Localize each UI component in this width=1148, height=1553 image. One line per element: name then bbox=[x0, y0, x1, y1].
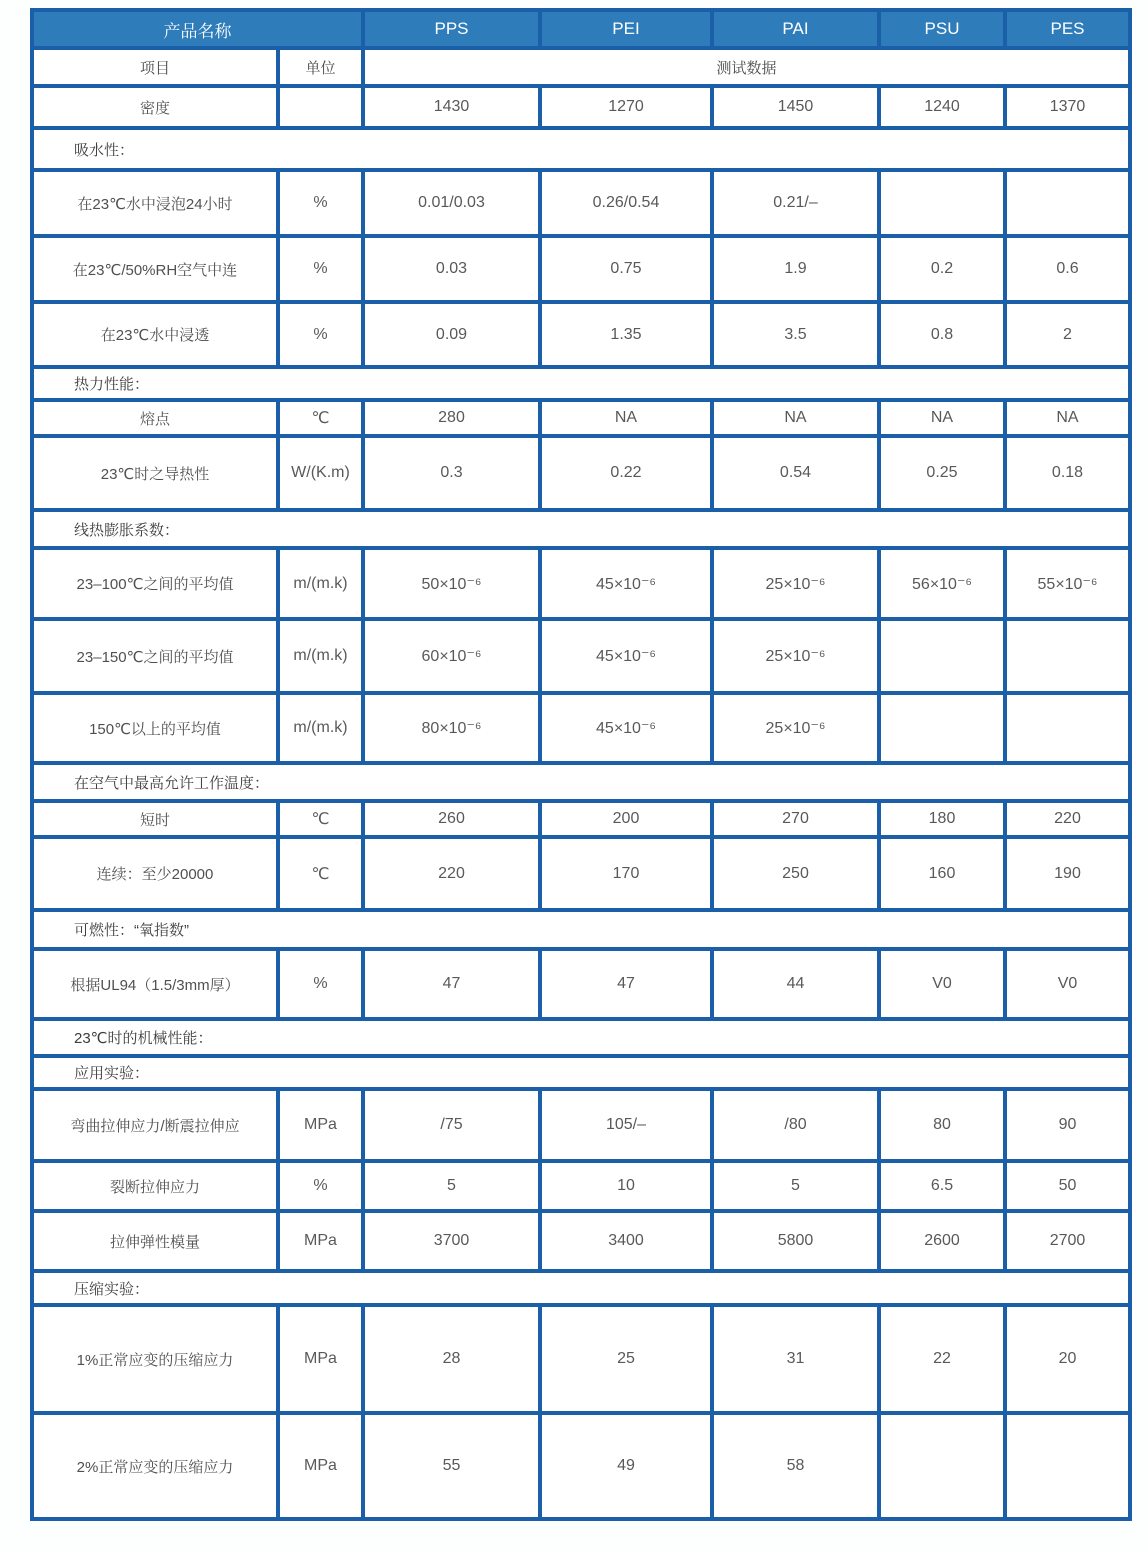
row-unit: m/(m.k) bbox=[278, 693, 363, 763]
cell-value: V0 bbox=[1005, 949, 1130, 1019]
section-label: 应用实验： bbox=[32, 1056, 1130, 1089]
cell-value bbox=[879, 170, 1005, 236]
cell-value bbox=[1005, 1413, 1130, 1519]
section-row bbox=[32, 367, 1130, 400]
row-label: 连续：至少20000 bbox=[32, 837, 278, 910]
row-unit: m/(m.k) bbox=[278, 548, 363, 619]
cell-value: 0.01/0.03 bbox=[363, 170, 540, 236]
cell-value: 0.03 bbox=[363, 236, 540, 302]
table-row bbox=[32, 436, 1130, 510]
cell-value: 1.35 bbox=[540, 302, 712, 367]
test-data-header: 测试数据 bbox=[363, 48, 1130, 86]
row-unit: MPa bbox=[278, 1089, 363, 1161]
section-row bbox=[32, 128, 1130, 170]
cell-value: 1430 bbox=[363, 86, 540, 128]
table-row bbox=[32, 400, 1130, 436]
row-label: 在23℃水中浸透 bbox=[32, 302, 278, 367]
table-row bbox=[32, 1413, 1130, 1519]
row-unit: MPa bbox=[278, 1413, 363, 1519]
cell-value: 22 bbox=[879, 1305, 1005, 1413]
cell-value: V0 bbox=[879, 949, 1005, 1019]
section-label: 热力性能： bbox=[32, 367, 1130, 400]
table-row bbox=[32, 1305, 1130, 1413]
cell-value: 3400 bbox=[540, 1211, 712, 1271]
table-row bbox=[32, 170, 1130, 236]
cell-value: 25×10⁻⁶ bbox=[712, 548, 879, 619]
cell-value: 28 bbox=[363, 1305, 540, 1413]
item-header: 项目 bbox=[32, 48, 278, 86]
row-unit: ℃ bbox=[278, 400, 363, 436]
cell-value: 0.3 bbox=[363, 436, 540, 510]
cell-value: 0.21/– bbox=[712, 170, 879, 236]
cell-value: 280 bbox=[363, 400, 540, 436]
section-row bbox=[32, 510, 1130, 548]
cell-value: 80 bbox=[879, 1089, 1005, 1161]
cell-value: 25×10⁻⁶ bbox=[712, 693, 879, 763]
row-label: 密度 bbox=[32, 86, 278, 128]
cell-value: 47 bbox=[540, 949, 712, 1019]
section-label: 可燃性：“氧指数” bbox=[32, 910, 1130, 949]
table-row bbox=[32, 1161, 1130, 1211]
cell-value: 0.75 bbox=[540, 236, 712, 302]
cell-value: 200 bbox=[540, 801, 712, 837]
section-label: 在空气中最高允许工作温度： bbox=[32, 763, 1130, 801]
cell-value: 55 bbox=[363, 1413, 540, 1519]
cell-value: 180 bbox=[879, 801, 1005, 837]
section-row bbox=[32, 1271, 1130, 1305]
cell-value: 58 bbox=[712, 1413, 879, 1519]
cell-value bbox=[1005, 170, 1130, 236]
row-label: 2%正常应变的压缩应力 bbox=[32, 1413, 278, 1519]
cell-value: NA bbox=[712, 400, 879, 436]
cell-value: /75 bbox=[363, 1089, 540, 1161]
col-header-pai: PAI bbox=[712, 10, 879, 48]
cell-value: 220 bbox=[363, 837, 540, 910]
table-row bbox=[32, 949, 1130, 1019]
col-header-pes: PES bbox=[1005, 10, 1130, 48]
section-row bbox=[32, 1056, 1130, 1089]
table-row bbox=[32, 1211, 1130, 1271]
cell-value: 20 bbox=[1005, 1305, 1130, 1413]
cell-value: NA bbox=[540, 400, 712, 436]
cell-value: 6.5 bbox=[879, 1161, 1005, 1211]
row-label: 短时 bbox=[32, 801, 278, 837]
cell-value: 50 bbox=[1005, 1161, 1130, 1211]
section-row bbox=[32, 763, 1130, 801]
cell-value: /80 bbox=[712, 1089, 879, 1161]
row-label: 根据UL94（1.5/3mm厚） bbox=[32, 949, 278, 1019]
cell-value: 170 bbox=[540, 837, 712, 910]
row-unit: MPa bbox=[278, 1305, 363, 1413]
cell-value: 1.9 bbox=[712, 236, 879, 302]
cell-value: 220 bbox=[1005, 801, 1130, 837]
cell-value: 31 bbox=[712, 1305, 879, 1413]
cell-value: 0.09 bbox=[363, 302, 540, 367]
cell-value bbox=[1005, 693, 1130, 763]
row-label: 150℃以上的平均值 bbox=[32, 693, 278, 763]
unit-header: 单位 bbox=[278, 48, 363, 86]
cell-value: 190 bbox=[1005, 837, 1130, 910]
cell-value bbox=[879, 1413, 1005, 1519]
cell-value: 1370 bbox=[1005, 86, 1130, 128]
row-label: 弯曲拉伸应力/断震拉伸应 bbox=[32, 1089, 278, 1161]
row-label: 在23℃水中浸泡24小时 bbox=[32, 170, 278, 236]
cell-value: NA bbox=[1005, 400, 1130, 436]
row-label: 裂断拉伸应力 bbox=[32, 1161, 278, 1211]
cell-value: 60×10⁻⁶ bbox=[363, 619, 540, 693]
table-row bbox=[32, 801, 1130, 837]
cell-value: 25 bbox=[540, 1305, 712, 1413]
row-unit: ℃ bbox=[278, 837, 363, 910]
cell-value: 50×10⁻⁶ bbox=[363, 548, 540, 619]
table-header-row bbox=[32, 10, 1130, 48]
row-unit: % bbox=[278, 1161, 363, 1211]
section-label: 吸水性： bbox=[32, 128, 1130, 170]
cell-value bbox=[1005, 619, 1130, 693]
row-label: 23–100℃之间的平均值 bbox=[32, 548, 278, 619]
col-header-psu: PSU bbox=[879, 10, 1005, 48]
cell-value: 2600 bbox=[879, 1211, 1005, 1271]
cell-value: NA bbox=[879, 400, 1005, 436]
cell-value: 0.8 bbox=[879, 302, 1005, 367]
cell-value: 260 bbox=[363, 801, 540, 837]
table-row bbox=[32, 86, 1130, 128]
section-row bbox=[32, 1019, 1130, 1056]
row-label: 拉伸弹性模量 bbox=[32, 1211, 278, 1271]
row-label: 熔点 bbox=[32, 400, 278, 436]
section-label: 23℃时的机械性能： bbox=[32, 1019, 1130, 1056]
table-row bbox=[32, 548, 1130, 619]
cell-value: 0.22 bbox=[540, 436, 712, 510]
cell-value: 44 bbox=[712, 949, 879, 1019]
cell-value: 49 bbox=[540, 1413, 712, 1519]
cell-value: 90 bbox=[1005, 1089, 1130, 1161]
row-unit: MPa bbox=[278, 1211, 363, 1271]
row-unit: ℃ bbox=[278, 801, 363, 837]
cell-value: 3700 bbox=[363, 1211, 540, 1271]
table-subheader-row bbox=[32, 48, 1130, 86]
cell-value: 0.6 bbox=[1005, 236, 1130, 302]
cell-value: 56×10⁻⁶ bbox=[879, 548, 1005, 619]
table-row bbox=[32, 619, 1130, 693]
section-label: 压缩实验： bbox=[32, 1271, 1130, 1305]
cell-value: 1270 bbox=[540, 86, 712, 128]
row-unit: % bbox=[278, 170, 363, 236]
cell-value: 270 bbox=[712, 801, 879, 837]
row-label: 23℃时之导热性 bbox=[32, 436, 278, 510]
row-label: 在23℃/50%RH空气中连 bbox=[32, 236, 278, 302]
cell-value: 2 bbox=[1005, 302, 1130, 367]
row-unit: % bbox=[278, 236, 363, 302]
section-row bbox=[32, 910, 1130, 949]
material-spec-table bbox=[30, 8, 1132, 1521]
cell-value: 45×10⁻⁶ bbox=[540, 548, 712, 619]
table-row bbox=[32, 302, 1130, 367]
cell-value: 45×10⁻⁶ bbox=[540, 693, 712, 763]
cell-value: 3.5 bbox=[712, 302, 879, 367]
cell-value: 160 bbox=[879, 837, 1005, 910]
product-name-header: 产品名称 bbox=[32, 10, 363, 48]
cell-value: 0.54 bbox=[712, 436, 879, 510]
cell-value: 250 bbox=[712, 837, 879, 910]
row-label: 1%正常应变的压缩应力 bbox=[32, 1305, 278, 1413]
cell-value: 47 bbox=[363, 949, 540, 1019]
cell-value bbox=[879, 693, 1005, 763]
cell-value: 45×10⁻⁶ bbox=[540, 619, 712, 693]
cell-value: 0.18 bbox=[1005, 436, 1130, 510]
cell-value: 5 bbox=[712, 1161, 879, 1211]
cell-value: 10 bbox=[540, 1161, 712, 1211]
row-unit: W/(K.m) bbox=[278, 436, 363, 510]
cell-value: 105/– bbox=[540, 1089, 712, 1161]
cell-value: 0.26/0.54 bbox=[540, 170, 712, 236]
row-unit: % bbox=[278, 949, 363, 1019]
row-unit: m/(m.k) bbox=[278, 619, 363, 693]
table-row bbox=[32, 837, 1130, 910]
table-row bbox=[32, 1089, 1130, 1161]
row-label: 23–150℃之间的平均值 bbox=[32, 619, 278, 693]
cell-value: 1450 bbox=[712, 86, 879, 128]
cell-value: 55×10⁻⁶ bbox=[1005, 548, 1130, 619]
row-unit bbox=[278, 86, 363, 128]
cell-value: 1240 bbox=[879, 86, 1005, 128]
section-label: 线热膨胀系数： bbox=[32, 510, 1130, 548]
cell-value: 0.2 bbox=[879, 236, 1005, 302]
cell-value bbox=[879, 619, 1005, 693]
cell-value: 5800 bbox=[712, 1211, 879, 1271]
cell-value: 2700 bbox=[1005, 1211, 1130, 1271]
col-header-pps: PPS bbox=[363, 10, 540, 48]
col-header-pei: PEI bbox=[540, 10, 712, 48]
row-unit: % bbox=[278, 302, 363, 367]
cell-value: 0.25 bbox=[879, 436, 1005, 510]
cell-value: 80×10⁻⁶ bbox=[363, 693, 540, 763]
table-row bbox=[32, 693, 1130, 763]
cell-value: 25×10⁻⁶ bbox=[712, 619, 879, 693]
table-row bbox=[32, 236, 1130, 302]
cell-value: 5 bbox=[363, 1161, 540, 1211]
